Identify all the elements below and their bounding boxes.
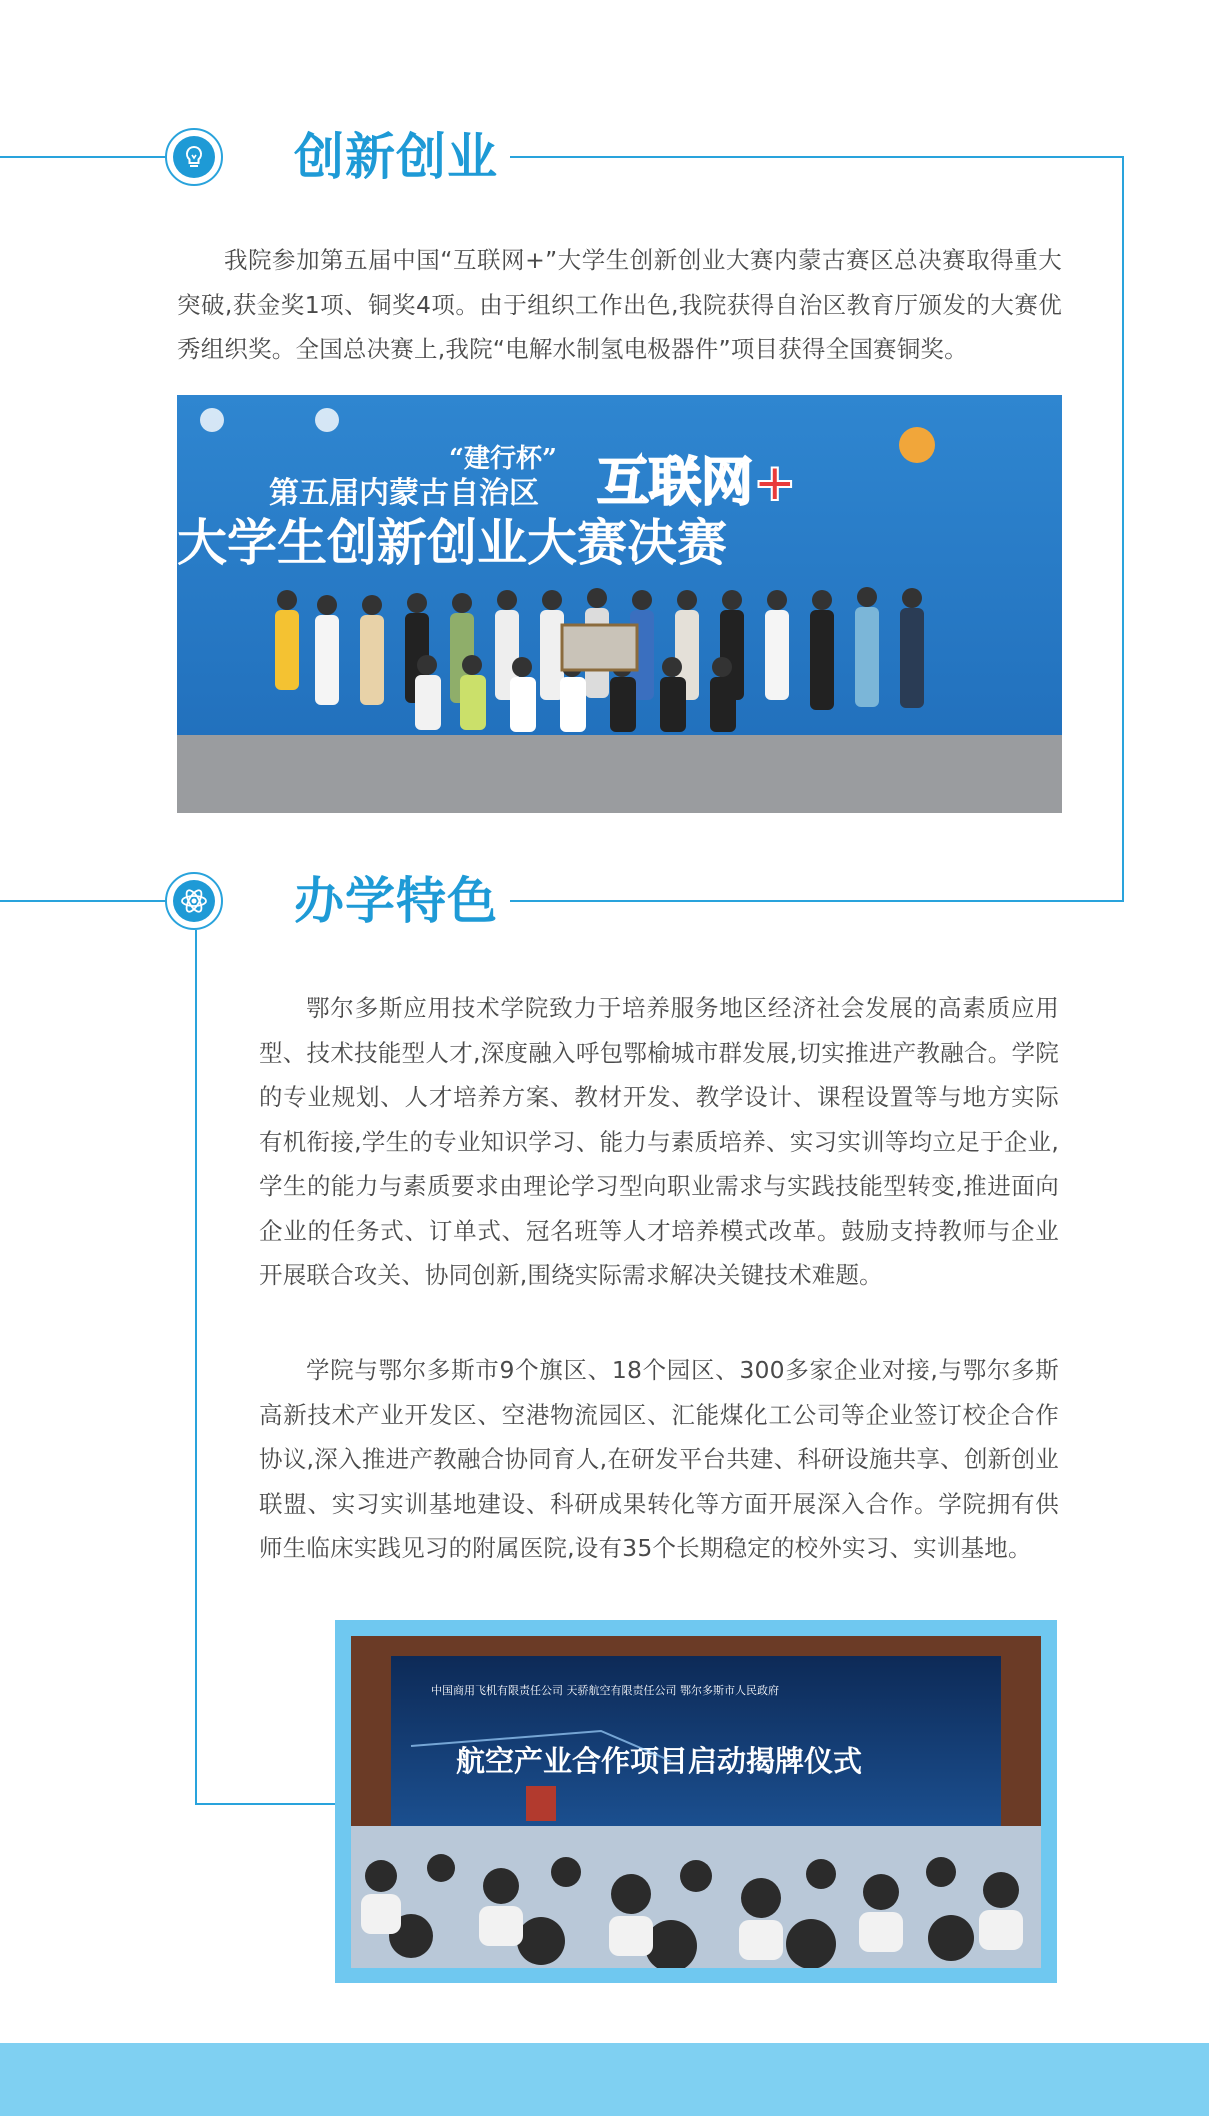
banner-brand-text: 互联网+ xyxy=(597,453,797,513)
atom-icon xyxy=(173,880,215,922)
section1-icon-badge xyxy=(165,128,223,186)
screen-organizers-text: 中国商用飞机有限责任公司 天骄航空有限责任公司 鄂尔多斯市人民政府 xyxy=(431,1684,779,1697)
aviation-ceremony-photo xyxy=(335,1620,1057,1983)
section2-heading: 办学特色 xyxy=(282,871,510,931)
section2-left-line xyxy=(195,930,197,1805)
section1-paragraph: 我院参加第五届中国“互联网+”大学生创新创业大赛内蒙古赛区总决赛取得重大突破,获金奖1项、铜奖4项。由于组织工作出色,我院获得自治区教育厅颁发的大赛优秀组织奖。全国总决赛上,我院“电解水制氢电极器件”项目获得全国赛铜奖。 xyxy=(177,246,1062,363)
section1-top-line-right xyxy=(510,156,1124,158)
banner-main-text: 大学生创新创业大赛决赛 xyxy=(177,513,727,572)
section2-top-line-left xyxy=(0,900,170,902)
screen-title-text: 航空产业合作项目启动揭牌仪式 xyxy=(456,1744,863,1778)
section1-top-line-left xyxy=(0,156,170,158)
section1-heading: 创新创业 xyxy=(282,127,510,187)
footer-band xyxy=(0,2043,1209,2116)
section2-bottom-line xyxy=(195,1803,335,1805)
banner-sub-text: “建行杯” xyxy=(449,444,557,474)
banner-line2-text: 第五届内蒙古自治区 xyxy=(269,476,539,511)
section2-paragraph1: 鄂尔多斯应用技术学院致力于培养服务地区经济社会发展的高素质应用型、技术技能型人才,深度融入呼包鄂榆城市群发展,切实推进产教融合。学院的专业规划、人才培养方案、教材开发、教学设计、课程设置等与地方实际有机衔接,学生的专业知识学习、能力与素质培养、实习实训等均立足于企业,学生的能力与素质要求由理论学习型向职业需求与实践技能型转变,推进面向企业的任务式、订单式、冠名班等人才培养模式改革。鼓励支持教师与企业开展联合攻关、协同创新,围绕实际需求解决关键技术难题。 xyxy=(259,994,1059,1289)
section1-right-line xyxy=(1122,156,1124,902)
section2-icon-badge xyxy=(165,872,223,930)
section2-top-line-right xyxy=(510,900,1124,902)
section2-paragraph2: 学院与鄂尔多斯市9个旗区、18个园区、300多家企业对接,与鄂尔多斯高新技术产业开发区、空港物流园区、汇能煤化工公司等企业签订校企合作协议,深入推进产教融合协同育人,在研发平台共建、科研设施共享、创新创业联盟、实习实训基地建设、科研成果转化等方面开展深入合作。学院拥有供师生临床实践见习的附属医院,设有35个长期稳定的校外实习、实训基地。 xyxy=(259,1356,1059,1562)
award-certificate xyxy=(562,625,637,670)
lightbulb-icon xyxy=(173,136,215,178)
mascot-icon xyxy=(899,427,935,463)
competition-group-photo xyxy=(177,395,1062,813)
